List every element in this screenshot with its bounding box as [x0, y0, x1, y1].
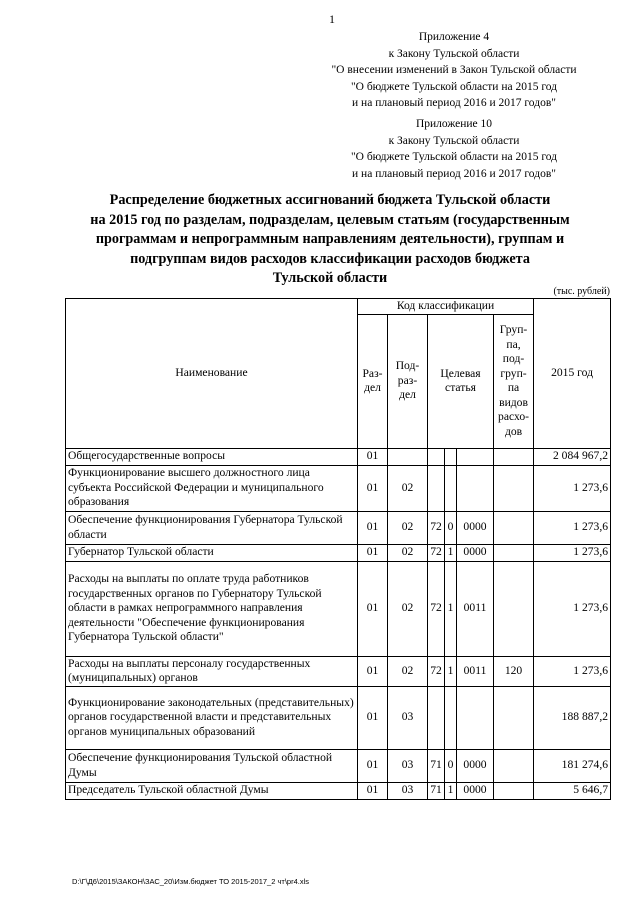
- table-row: [66, 544, 611, 561]
- row-target-article-subprogram: 1: [445, 561, 457, 656]
- appendix-4-line: и на плановый период 2016 и 2017 годов": [352, 97, 556, 110]
- table-row: [66, 686, 611, 749]
- appendix-4-header: [314, 29, 594, 112]
- row-name: Обеспечение функционирования Тульской областной Думы: [66, 749, 358, 782]
- row-amount: 1 273,6: [534, 465, 611, 511]
- header-year: 2015 год: [534, 299, 611, 449]
- header-classification-code: Код классификации: [358, 299, 534, 315]
- row-subsection: 03: [388, 782, 428, 799]
- row-target-article-program: 71: [428, 749, 445, 782]
- row-target-article-program: 72: [428, 544, 445, 561]
- table-row: [66, 561, 611, 656]
- row-name: Губернатор Тульской области: [66, 544, 358, 561]
- row-target-article-direction: 0011: [457, 561, 494, 656]
- row-target-article-subprogram: [445, 465, 457, 511]
- title-line: Тульской области: [272, 270, 388, 286]
- row-amount: 1 273,6: [534, 656, 611, 686]
- table-row: [66, 448, 611, 465]
- row-target-article-direction: 0000: [457, 511, 494, 544]
- row-expense-type: [494, 448, 534, 465]
- table-row: [66, 656, 611, 686]
- row-expense-type: [494, 465, 534, 511]
- header-subsection: Под- раз- дел: [388, 314, 428, 448]
- row-section: 01: [358, 686, 388, 749]
- row-name: Обеспечение функционирования Губернатора Тульской области: [66, 511, 358, 544]
- row-name: Председатель Тульской областной Думы: [66, 782, 358, 799]
- row-amount: 1 273,6: [534, 544, 611, 561]
- row-subsection: 02: [388, 544, 428, 561]
- row-subsection: 02: [388, 561, 428, 656]
- row-amount: 181 274,6: [534, 749, 611, 782]
- row-name: Общегосударственные вопросы: [66, 448, 358, 465]
- row-section: 01: [358, 511, 388, 544]
- table-row: [66, 782, 611, 799]
- row-amount: 1 273,6: [534, 511, 611, 544]
- row-target-article-subprogram: 0: [445, 511, 457, 544]
- row-expense-type: [494, 782, 534, 799]
- row-name: Функционирование высшего должностного лица субъекта Российской Федерации и муниципального образования: [66, 465, 358, 511]
- row-target-article-subprogram: 0: [445, 749, 457, 782]
- row-section: 01: [358, 544, 388, 561]
- row-target-article-program: [428, 686, 445, 749]
- row-subsection: [388, 448, 428, 465]
- row-amount: 1 273,6: [534, 561, 611, 656]
- header-section: Раз- дел: [358, 314, 388, 448]
- row-target-article-subprogram: 1: [445, 782, 457, 799]
- row-subsection: 03: [388, 686, 428, 749]
- row-name: Функционирование законодательных (представительных) органов государственной власти и представительных органов муниципальных образований: [66, 686, 358, 749]
- row-target-article-subprogram: 1: [445, 656, 457, 686]
- row-section: 01: [358, 561, 388, 656]
- row-amount: 5 646,7: [534, 782, 611, 799]
- row-section: 01: [358, 448, 388, 465]
- row-expense-type: [494, 511, 534, 544]
- appendix-10-line: "О бюджете Тульской области на 2015 год: [350, 151, 558, 164]
- row-amount: 188 887,2: [534, 686, 611, 749]
- row-target-article-program: 72: [428, 511, 445, 544]
- appendix-10-line: к Закону Тульской области: [388, 134, 520, 147]
- file-path-footer: D:\Г\Д6\2015\ЗАКОН\ЗАС_20\Изм.бюджет ТО 2015-2017_2 чт\pr4.xls: [72, 877, 309, 886]
- row-target-article-program: [428, 465, 445, 511]
- row-section: 01: [358, 782, 388, 799]
- row-expense-type: 120: [494, 656, 534, 686]
- row-amount: 2 084 967,2: [534, 448, 611, 465]
- title-line: подгруппам видов расходов классификации расходов бюджета: [130, 250, 530, 267]
- row-target-article-program: 72: [428, 561, 445, 656]
- appendix-10-line: и на плановый период 2016 и 2017 годов": [352, 167, 556, 180]
- row-target-article-direction: [457, 686, 494, 749]
- row-name: Расходы на выплаты персоналу государственных (муниципальных) органов: [66, 656, 358, 686]
- units-label: (тыс. рублей): [553, 286, 610, 297]
- row-section: 01: [358, 465, 388, 511]
- row-target-article-direction: 0000: [457, 544, 494, 561]
- row-section: 01: [358, 656, 388, 686]
- row-target-article-direction: 0000: [457, 782, 494, 799]
- row-expense-type: [494, 561, 534, 656]
- appendix-4-line: "О внесении изменений в Закон Тульской области: [331, 64, 577, 77]
- appendix-4-line: к Закону Тульской области: [388, 47, 520, 60]
- row-expense-type: [494, 749, 534, 782]
- row-target-article-program: [428, 448, 445, 465]
- row-target-article-program: 72: [428, 656, 445, 686]
- header-expense-type: Груп- па, под- груп- па видов расхо- дов: [494, 314, 534, 448]
- row-target-article-direction: [457, 448, 494, 465]
- row-target-article-direction: 0011: [457, 656, 494, 686]
- title-line: на 2015 год по разделам, подразделам, целевым статьям (государственным: [90, 211, 570, 228]
- row-subsection: 02: [388, 465, 428, 511]
- row-target-article-direction: [457, 465, 494, 511]
- row-subsection: 02: [388, 656, 428, 686]
- header-target-article: Целевая статья: [428, 314, 494, 448]
- row-name: Расходы на выплаты по оплате труда работников государственных органов по Губернатору Тульской области в рамках непрограммного направления деятельности "Обеспечение функционирования Губернатора Тульской области": [66, 561, 358, 656]
- title-line: программам и непрограммным направлениям деятельности), группам и: [95, 231, 565, 247]
- appendix-4-line: Приложение 4: [418, 31, 490, 43]
- row-expense-type: [494, 544, 534, 561]
- row-expense-type: [494, 686, 534, 749]
- title-line: Распределение бюджетных ассигнований бюджета Тульской области: [109, 192, 551, 208]
- header-name: Наименование: [66, 299, 358, 449]
- row-target-article-direction: 0000: [457, 749, 494, 782]
- table-row: [66, 465, 611, 511]
- row-subsection: 02: [388, 511, 428, 544]
- row-target-article-program: 71: [428, 782, 445, 799]
- table-header-row: [66, 299, 611, 315]
- row-target-article-subprogram: 1: [445, 544, 457, 561]
- page-number: 1: [329, 12, 335, 26]
- budget-table: [65, 298, 611, 800]
- row-section: 01: [358, 749, 388, 782]
- document-title: [70, 191, 590, 289]
- appendix-4-line: "О бюджете Тульской области на 2015 год: [350, 80, 558, 93]
- row-target-article-subprogram: [445, 448, 457, 465]
- appendix-10-header: [314, 116, 594, 182]
- appendix-10-line: Приложение 10: [415, 118, 493, 130]
- row-target-article-subprogram: [445, 686, 457, 749]
- table-row: [66, 511, 611, 544]
- table-row: [66, 749, 611, 782]
- row-subsection: 03: [388, 749, 428, 782]
